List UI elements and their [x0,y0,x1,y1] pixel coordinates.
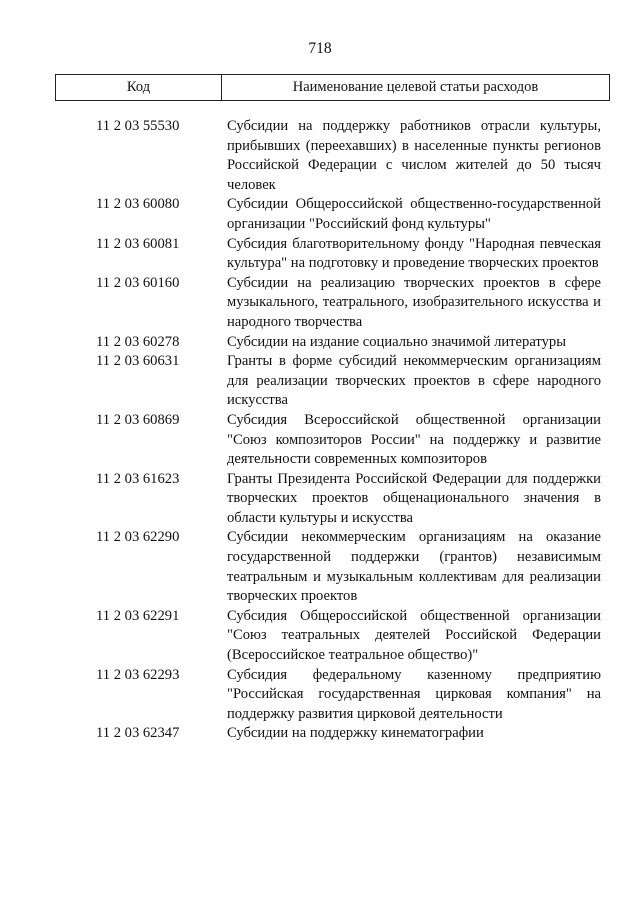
row-code: 11 2 03 61623 [96,470,180,487]
row-description: Субсидии на реализацию творческих проектов в сфере музыкального, театрального, изобразительного искусства и народного творчества [227,274,601,330]
row-code: 11 2 03 55530 [96,118,180,134]
row-description: Субсидия Всероссийской общественной организации "Союз композиторов России" на поддержку и развитие деятельности современных композиторов [227,411,601,468]
row-description: Гранты Президента Российской Федерации для поддержки творческих проектов общенационального значения в области культуры и искусства [227,470,601,526]
table-row [55,607,610,666]
table-header [55,74,610,101]
table-row [55,724,610,744]
row-description: Субсидии Общероссийской общественно-государственной организации "Российский фонд культуры" [227,196,601,232]
row-code: 11 2 03 60080 [96,196,180,213]
row-description: Субсидия Общероссийской общественной организации "Союз театральных деятелей Российской Федерации (Всероссийское театральное общество)" [227,607,601,664]
row-description: Гранты в форме субсидий некоммерческим организациям для реализации творческих проектов в сфере народного искусства [227,353,601,409]
table-row [55,333,610,353]
row-code: 11 2 03 60631 [96,353,180,370]
row-description: Субсидия благотворительному фонду "Народная певческая культура" на подготовку и проведение творческих проектов [227,235,601,272]
row-code: 11 2 03 60869 [96,411,180,428]
table-row [55,666,610,725]
table-row [55,411,610,470]
row-code: 11 2 03 62290 [96,529,180,546]
table-row [55,195,610,234]
table-row [55,352,610,411]
row-code: 11 2 03 62347 [96,725,180,742]
row-description: Субсидии на поддержку работников отрасли культуры, прибывших (переехавших) в населенные пункты регионов Российской Федерации с числом жителей до 50 тысяч человек [227,118,601,193]
budget-items-table [55,74,610,744]
row-code: 11 2 03 60278 [96,333,180,350]
row-code: 11 2 03 60160 [96,274,180,291]
header-name: Наименование целевой статьи расходов [292,79,539,95]
table-row [55,235,610,274]
table-body [55,117,610,744]
row-description: Субсидии на издание социально значимой литературы [227,333,567,350]
row-description: Субсидия федеральному казенному предприятию "Российская государственная цирковая компания" на поддержку развития цирковой деятельности [227,666,601,722]
row-description: Субсидии на поддержку кинематографии [227,725,484,742]
header-code: Код [56,75,222,100]
row-code: 11 2 03 62291 [96,607,180,624]
row-description: Субсидии некоммерческим организациям на оказание государственной поддержки (грантов) независимым театральным и музыкальным коллективам для реализации творческих проектов [227,529,601,605]
row-code: 11 2 03 60081 [96,235,180,252]
table-row [55,274,610,333]
table-row [55,470,610,529]
page-number: 718 [308,40,332,57]
table-row [55,528,610,606]
table-row [55,117,610,195]
row-code: 11 2 03 62293 [96,666,180,683]
